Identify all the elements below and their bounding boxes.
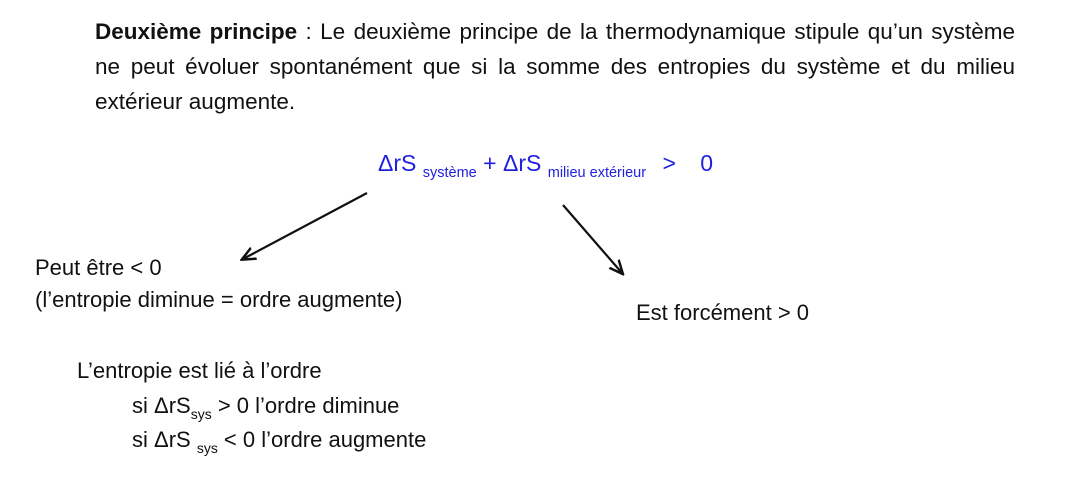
case2-sub: sys bbox=[196, 440, 218, 456]
formula-sub-surroundings: milieu extérieur bbox=[547, 165, 647, 181]
formula-value: 0 bbox=[700, 150, 714, 176]
term-separator: : bbox=[297, 19, 321, 44]
right-arrow bbox=[563, 205, 622, 273]
case2-prefix: si ΔrS bbox=[132, 427, 197, 452]
formula-relation: > bbox=[662, 150, 676, 176]
case1-suffix: > 0 l’ordre diminue bbox=[211, 393, 400, 418]
left-note-line2: (l’entropie diminue = ordre augmente) bbox=[35, 287, 403, 312]
principle-text: Le deuxième principe de la thermodynamique stipule qu’un système ne peut évoluer spontanément que si la somme des entropies du système et du milieu extérieur augmente. bbox=[95, 19, 1015, 114]
formula-term-system: ΔrS bbox=[378, 150, 417, 176]
case2-suffix: < 0 l’ordre augmente bbox=[217, 427, 427, 452]
formula-plus: + bbox=[483, 150, 497, 176]
order-note-case1 bbox=[132, 390, 399, 424]
left-note-line1: Peut être < 0 bbox=[35, 255, 162, 280]
formula-term-surroundings: ΔrS bbox=[502, 150, 542, 176]
order-note-heading: L’entropie est lié à l’ordre bbox=[77, 358, 322, 383]
right-note: Est forcément > 0 bbox=[636, 300, 810, 325]
order-note-case2 bbox=[132, 424, 426, 458]
case1-sub: sys bbox=[190, 406, 212, 422]
case1-prefix: si ΔrS bbox=[132, 393, 191, 418]
principle-term: Deuxième principe bbox=[95, 19, 298, 44]
left-arrow bbox=[243, 193, 367, 259]
formula-sub-system: système bbox=[422, 165, 477, 181]
left-note bbox=[35, 252, 402, 316]
